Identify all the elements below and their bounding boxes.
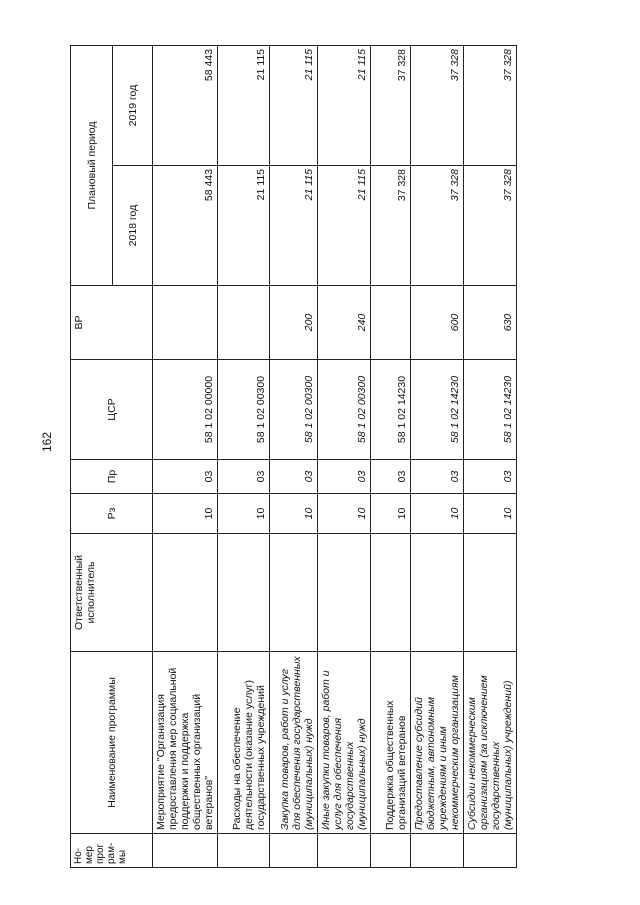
vr-cell — [218, 286, 270, 360]
table-body — [153, 46, 517, 868]
year-2019-cell: 37 328 — [411, 46, 464, 166]
table-row — [371, 46, 411, 868]
pr-cell: 03 — [371, 460, 411, 494]
csr-cell: 58 1 02 00300 — [218, 360, 270, 460]
pr-cell: 03 — [464, 460, 517, 494]
program-number-cell — [270, 834, 318, 868]
year-2018-cell: 21 115 — [218, 166, 270, 286]
vr-cell: 240 — [318, 286, 371, 360]
year-2018-cell: 37 328 — [371, 166, 411, 286]
year-2018-cell: 37 328 — [464, 166, 517, 286]
program-number-cell — [153, 834, 218, 868]
responsible-cell — [270, 534, 318, 652]
responsible-cell — [464, 534, 517, 652]
budget-table-container — [70, 46, 514, 868]
program-number-cell — [411, 834, 464, 868]
page-number: 162 — [40, 431, 54, 452]
pr-cell: 03 — [218, 460, 270, 494]
budget-table — [70, 45, 517, 868]
responsible-cell — [371, 534, 411, 652]
program-name-cell: Иные закупки товаров, работ и услуг для обеспечения государственных (муниципальных) нужд — [318, 652, 371, 834]
rz-cell: 10 — [371, 494, 411, 534]
header-csr: ЦСР — [71, 360, 153, 460]
table-row — [218, 46, 270, 868]
vr-cell — [371, 286, 411, 360]
vr-cell: 600 — [411, 286, 464, 360]
pr-cell: 03 — [318, 460, 371, 494]
program-name-cell: Закупка товаров, работ и услуг для обеспечения государственных (муниципальных) нужд — [270, 652, 318, 834]
header-program-name: Наименование программы — [71, 652, 153, 834]
responsible-cell — [153, 534, 218, 652]
header-year-2018: 2018 год — [113, 166, 153, 286]
year-2018-cell: 21 115 — [270, 166, 318, 286]
rz-cell: 10 — [218, 494, 270, 534]
csr-cell: 58 1 02 00300 — [270, 360, 318, 460]
program-name-cell: Мероприятие "Организация предоставления мер социальной поддержки и поддержка общественных организаций ветеранов" — [153, 652, 218, 834]
header-pr: Пр — [71, 460, 153, 494]
program-number-cell — [371, 834, 411, 868]
year-2019-cell: 58 443 — [153, 46, 218, 166]
header-responsible: Ответственный исполнитель — [71, 534, 153, 652]
responsible-cell — [318, 534, 371, 652]
program-number-cell — [318, 834, 371, 868]
rz-cell: 10 — [411, 494, 464, 534]
responsible-cell — [218, 534, 270, 652]
csr-cell: 58 1 02 00000 — [153, 360, 218, 460]
year-2018-cell: 21 115 — [318, 166, 371, 286]
year-2019-cell: 37 328 — [371, 46, 411, 166]
responsible-cell — [411, 534, 464, 652]
vr-cell — [153, 286, 218, 360]
header-vr: ВР — [71, 286, 153, 360]
program-name-cell: Поддержка общественных организаций ветеранов — [371, 652, 411, 834]
year-2019-cell: 21 115 — [218, 46, 270, 166]
program-number-cell — [464, 834, 517, 868]
csr-cell: 58 1 02 00300 — [318, 360, 371, 460]
vr-cell: 200 — [270, 286, 318, 360]
pr-cell: 03 — [411, 460, 464, 494]
pr-cell: 03 — [270, 460, 318, 494]
table-row — [153, 46, 218, 868]
program-name-cell: Расходы на обеспечение деятельности (оказание услуг) государственных учреждений — [218, 652, 270, 834]
year-2018-cell: 58 443 — [153, 166, 218, 286]
table-row — [464, 46, 517, 868]
csr-cell: 58 1 02 14230 — [371, 360, 411, 460]
header-program-number: Но- мер прог рам- мы — [71, 834, 153, 868]
rz-cell: 10 — [270, 494, 318, 534]
table-row — [318, 46, 371, 868]
pr-cell: 03 — [153, 460, 218, 494]
vr-cell: 630 — [464, 286, 517, 360]
header-year-2019: 2019 год — [113, 46, 153, 166]
year-2019-cell: 21 115 — [318, 46, 371, 166]
csr-cell: 58 1 02 14230 — [411, 360, 464, 460]
header-rz: Рз — [71, 494, 153, 534]
header-planning-period: Плановый период — [71, 46, 113, 286]
table-row — [270, 46, 318, 868]
year-2019-cell: 21 115 — [270, 46, 318, 166]
rz-cell: 10 — [318, 494, 371, 534]
rz-cell: 10 — [153, 494, 218, 534]
year-2019-cell: 37 328 — [464, 46, 517, 166]
csr-cell: 58 1 02 14230 — [464, 360, 517, 460]
table-row — [411, 46, 464, 868]
program-name-cell: Субсидии некоммерческим организациям (за исключением государственных (муниципальных) учреждений) — [464, 652, 517, 834]
year-2018-cell: 37 328 — [411, 166, 464, 286]
program-number-cell — [218, 834, 270, 868]
rz-cell: 10 — [464, 494, 517, 534]
program-name-cell: Предоставление субсидий бюджетным, автономным учреждениям и иным некоммерческим организациям — [411, 652, 464, 834]
